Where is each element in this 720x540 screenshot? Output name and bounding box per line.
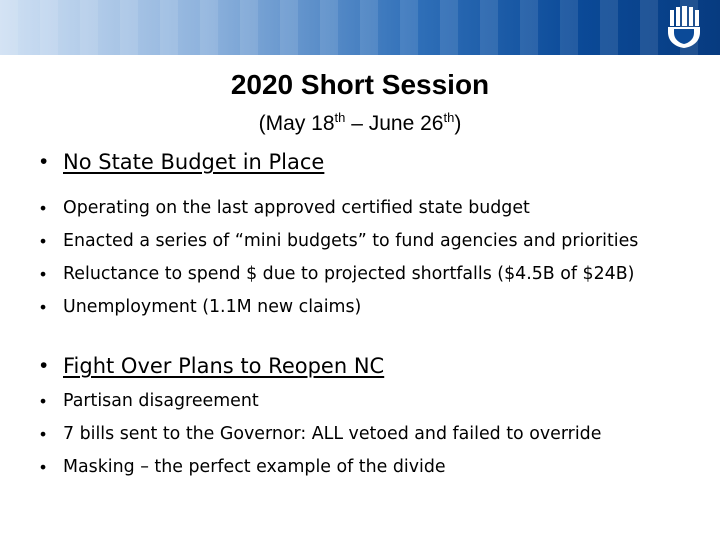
list-item: • Operating on the last approved certified state budget [40, 192, 710, 225]
list-item: • Unemployment (1.1M new claims) [40, 291, 710, 324]
header-banner [0, 0, 720, 55]
subtitle-open: (May 18 [258, 112, 335, 135]
subtitle-close: ) [454, 112, 462, 135]
reopen-section [40, 350, 710, 484]
section-heading-budget: • No State Budget in Place [40, 146, 710, 178]
list-item: • Enacted a series of “mini budgets” to fund agencies and priorities [40, 225, 710, 258]
section-heading-reopen: • Fight Over Plans to Reopen NC [40, 350, 710, 382]
list-item: • Partisan disagreement [40, 385, 710, 418]
list-item: • Masking – the perfect example of the divide [40, 451, 710, 484]
banner-stripes [0, 0, 720, 55]
budget-section [40, 146, 710, 324]
list-item: • 7 bills sent to the Governor: ALL vetoed and failed to override [40, 418, 710, 451]
slide-title: 2020 Short Session [230, 69, 490, 100]
slide-subtitle [0, 112, 720, 136]
duke-chapel-logo [664, 6, 704, 48]
list-item: • Reluctance to spend $ due to projected shortfalls ($4.5B of $24B) [40, 258, 710, 291]
subtitle-middle: – June 26 [345, 112, 444, 135]
subtitle-superscript-end: th [443, 110, 455, 125]
subtitle-superscript-start: th [334, 110, 346, 125]
